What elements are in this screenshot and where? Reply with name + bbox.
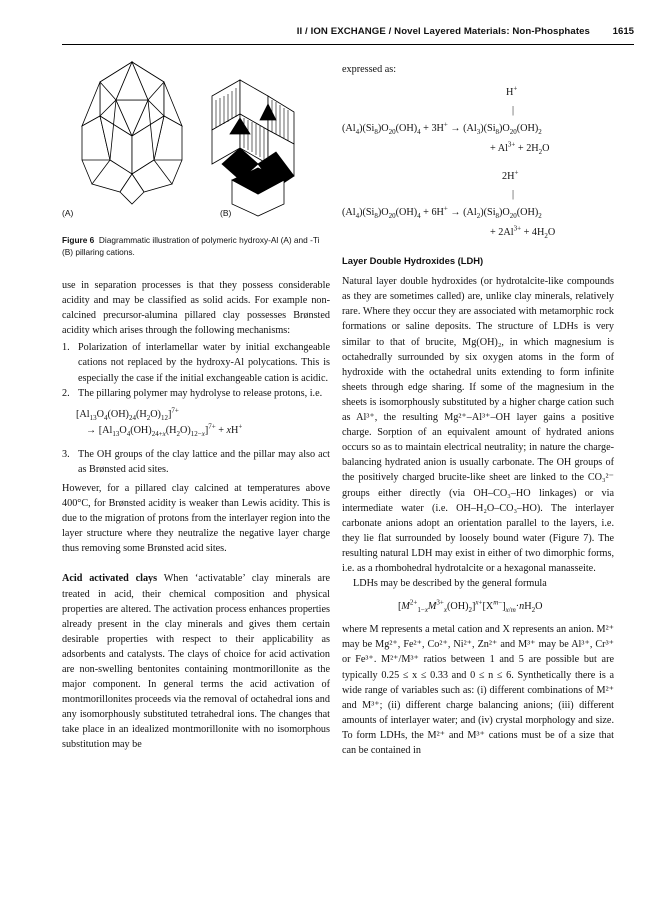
header-title: II / ION EXCHANGE / Novel Layered Materials: Non-Phosphates: [296, 26, 590, 37]
figure-6-drawing: [62, 56, 330, 226]
acidity-mechanisms-list: [62, 340, 330, 400]
acid-activated-heading: Acid activated clays: [62, 573, 158, 585]
list-item-text: The pillaring polymer may hydrolyse to release protons, i.e.: [78, 387, 323, 399]
figure-label-b: (B): [220, 208, 232, 218]
ldh-heading: Layer Double Hydroxides (LDH): [342, 255, 484, 267]
right-column: [342, 62, 614, 758]
left-paragraph-2: However, for a pillared clay calcined at temperatures above 400°C, for Brønsted acidity is weaker than Lewis acidity. This is due to the migration of protons from the interlayer region into the layer structure where they neutralize the negative layer charge thus removing some Brønsted acid sites.: [62, 482, 330, 555]
list-item-text: Polarization of interlamellar water by initial exchangeable cations not replaced by the hydroxy-Al polycations. This is especially the case if the initial exchangeable cation is acidic.: [78, 342, 330, 384]
acid-activated-text: When ‘activatable’ clay minerals are treated in acid, their chemical composition and physical properties are altered. The activation process enhances properties already present in the clay minerals and gives them certain desirable properties with respect to their applicability as adsorbents and catalysts. The clays of choice for acid activation are non-swelling bentonites containing montmorillonite as the major component. In general terms the acid activation of montmorillonites proceeds via the removal of octahedral ions and any isomorphously substituted tetrahedral ions. The changes that take place in an idealized montmorillonite with no isomorphous substitution may be: [62, 573, 330, 751]
left-column: [62, 278, 330, 753]
ldh-general-formula: $[M^{2+}_{1-x}M^{3+}_x(OH)_2]^{x+}[X^{m-}]_{x/m}\cdot nH_2O$: [398, 598, 543, 615]
hydroxy-ti-polycation-drawing: [212, 80, 294, 216]
ldh-paragraph-2: LDHs may be described by the general formula: [353, 578, 547, 590]
list-number: 1.: [62, 342, 70, 354]
list-item: [62, 447, 330, 477]
acid-activation-equation-2: 2H+ | $(Al_4)(Si_8)O_{20}(OH)_4 + 6H^+ \to (Al_2)(Si_8)O_{20}(OH)_2$ + $2Al^{3+} + 4H_2O$: [342, 168, 556, 241]
figure-caption: [62, 234, 330, 258]
hydroxy-al-polycation-drawing: [82, 62, 182, 204]
list-number: 3.: [62, 448, 70, 460]
right-intro: expressed as:: [342, 64, 397, 75]
list-item-text: The OH groups of the clay lattice and the pillar may also act as Brønsted acid sites.: [78, 448, 330, 475]
acid-activation-equation-1: H+ | $(Al_4)(Si_8)O_{20}(OH)_4 + 3H^+ \to (Al_3)(Si_8)O_{20}(OH)_2$ + $Al^{3+} + 2H_2O$: [342, 84, 550, 157]
hydrolysis-equation: $[Al_{13}O_4(OH)_{24}(H_2O)_{12}]^{7+}$ → $[Al_{13}O_4(OH)_{24+x}(H_2O)_{12-x}]^{7+} + xH^+$: [76, 406, 243, 438]
caption-text: Diagrammatic illustration of polymeric hydroxy-Al (A) and -Ti (B) pillaring cations.: [62, 235, 320, 257]
ldh-paragraph-3: where M represents a metal cation and X represents an anion. M²⁺ may be Mg²⁺, Fe²⁺, Co²⁺, Ni²⁺, Zn²⁺ and M³⁺ may be Al³⁺, Cr³⁺ or Fe³⁺. M²⁺/M³⁺ ratios between 1 and 5 are possible but are typically 0.25 ≤ x ≤ 0.33 and 0 ≤ n ≤ 6. Synthetically there is a wide range of variables such as: (i) different combinations of M²⁺ and M³⁺; (ii) different charge balancing anions; (iii) different amounts of interlayer water; and (iv) crystal morphology and size. To form LDHs, the M²⁺ and M³⁺ cations must be of a size that can be contained in: [342, 624, 614, 756]
figure-6: [62, 56, 330, 226]
header-rule: [62, 44, 634, 45]
acidity-mechanisms-list-cont: [62, 447, 330, 477]
acid-activated-clays-paragraph: [62, 571, 330, 752]
list-item: [62, 340, 330, 385]
ldh-paragraph-1: Natural layer double hydroxides (or hydrotalcite-like compounds as they are sometimes called) are, unlike clay minerals, relatively rare. Where they occur they are associated with metamorphic rock formations or saline deposits. The structure of LDHs is very similar to that of brucite, Mg(OH)₂, in which magnesium is octahedrally surrounded by six oxygen atoms in the form of hydroxide with the octahedral units extending to form infinite sheets through edge sharing. If some of the magnesium in the sheets is isomorphously substituted by a higher charge cation such as Al³⁺, the resulting Mg²⁺–Al³⁺–OH layer gains a positive charge. Sorption of an equivalent amount of hydrated anions occurs so as to maintain electrical neutrality; in nature the charge-balancing hydrated anion is usually carbonate. The OH groups of the positively charged brucite-like sheet are linked to the CO₃²⁻ groups either directly (via OH–CO₃–HO linkages) or via intermediate water (i.e. OH–H₂O–CO₃–HO). The interlayer carbonate anions adopt an orientation parallel to the layers, i.e. they lie flat surrounded by loosely bound water (Figure 7). The resulting natural LDH may exist in either of two dimorphic forms, i.e. as a rhombohedral hydrotalcite or a hexagonal manasseite.: [342, 276, 614, 574]
left-paragraph-1: use in separation processes is that they possess considerable acidity and may be classified as solid acids. For example non-calcined precursor-alumina pillared clay possesses Brønsted acidity which arises through the following mechanisms:: [62, 280, 330, 337]
figure-label-a: (A): [62, 208, 74, 218]
list-number: 2.: [62, 387, 70, 399]
running-header: [0, 26, 668, 46]
caption-label: Figure 6: [62, 235, 95, 245]
page-number: 1615: [612, 26, 634, 37]
list-item: [62, 386, 330, 401]
